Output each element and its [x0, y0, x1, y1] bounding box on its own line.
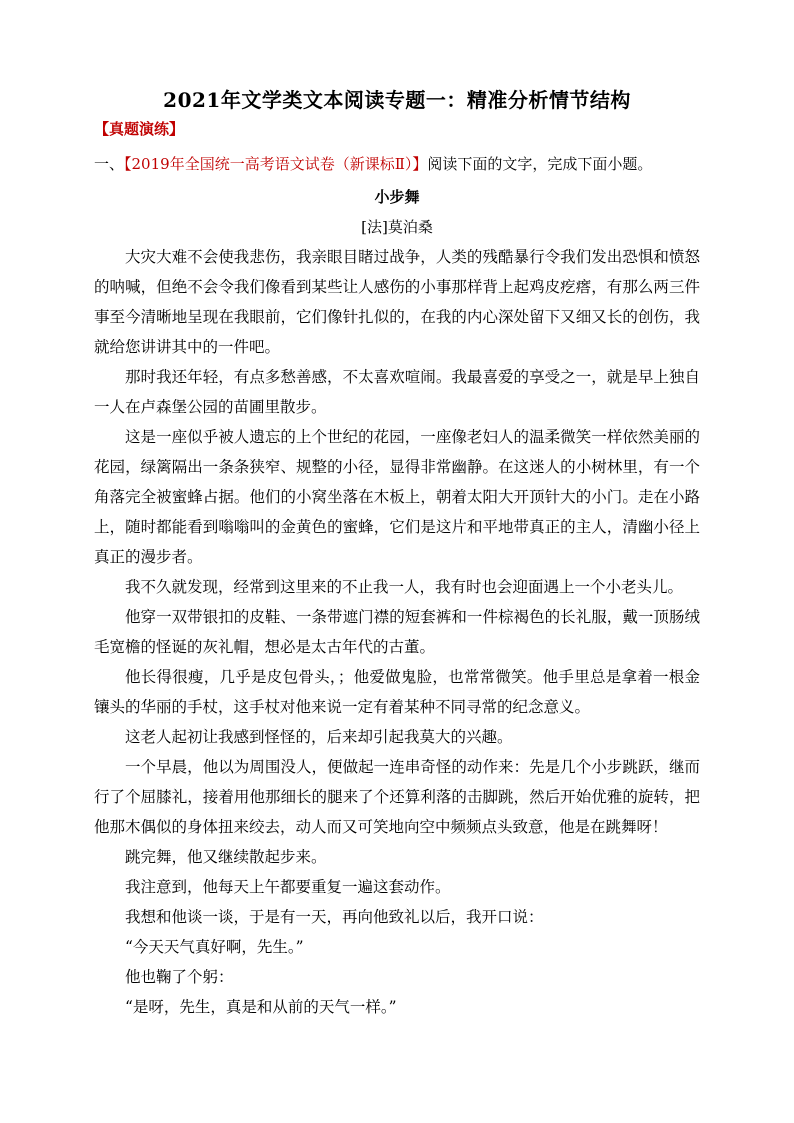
- dialogue-line: “是呀，先生，真是和从前的天气一样。”: [125, 998, 397, 1016]
- story-title: 小步舞: [374, 188, 420, 206]
- section-label: 【真题演练】: [94, 120, 185, 138]
- question-source: 【2019年全国统一高考语文试卷（新课标Ⅱ）】: [124, 155, 428, 173]
- paragraph: 他也鞠了个躬：: [125, 968, 234, 986]
- dialogue-line: “今天天气真好啊，先生。”: [125, 938, 304, 956]
- paragraph: 我注意到，他每天上午都要重复一遍这套动作。: [125, 878, 451, 896]
- question-number: 一、: [94, 155, 125, 173]
- paragraph: 他长得很瘦，几乎是皮包骨头，；他爱做鬼脸，也常常微笑。他手里总是拿着一根金镶头的华丽的手杖，这手杖对他来说一定有着某种不同寻常的纪念意义。: [94, 668, 700, 716]
- paragraph: 我想和他谈一谈，于是有一天，再向他致礼以后，我开口说：: [125, 908, 544, 926]
- paragraph: 我不久就发现，经常到这里来的不止我一人，我有时也会迎面遇上一个小老头儿。: [125, 578, 684, 596]
- story-author: [法]莫泊桑: [361, 218, 433, 236]
- paragraph: 一个早晨，他以为周围没人，便做起一连串奇怪的动作来：先是几个小步跳跃，继而行了个屈膝礼，接着用他那细长的腿来了个还算利落的击脚跳，然后开始优雅的旋转，把他那木偶似的身体扭来绞去，动人而又可笑地向空中频频点头致意，他是在跳舞呀！: [94, 758, 700, 836]
- story-body: [94, 242, 700, 1022]
- paragraph: 他穿一双带银扣的皮鞋、一条带遮门襟的短套裤和一件棕褐色的长礼服，戴一顶肠绒毛宽檐的怪诞的灰礼帽，想必是太古年代的古董。: [94, 608, 700, 656]
- paragraph: 大灾大难不会使我悲伤，我亲眼目睹过战争，人类的残酷暴行令我们发出恐惧和愤怒的呐喊，但绝不会令我们像看到某些让人感伤的小事那样背上起鸡皮疙瘩，有那么两三件事至今清晰地呈现在我眼前，它们像针扎似的，在我的内心深处留下又细又长的创伤，我就给您讲讲其中的一件吧。: [94, 248, 700, 356]
- question-instruction: 阅读下面的文字，完成下面小题。: [427, 155, 653, 173]
- paragraph: 那时我还年轻，有点多愁善感，不太喜欢喧闹。我最喜爱的享受之一，就是早上独自一人在卢森堡公园的苗圃里散步。: [94, 368, 700, 416]
- document-title: 2021年文学类文本阅读专题一：精准分析情节结构: [163, 88, 631, 112]
- paragraph: 这是一座似乎被人遗忘的上个世纪的花园，一座像老妇人的温柔微笑一样依然美丽的花园，绿篱隔出一条条狭窄、规整的小径，显得非常幽静。在这迷人的小树林里，有一个角落完全被蜜蜂占据。他们的小窝坐落在木板上，朝着太阳大开顶针大的小门。走在小路上，随时都能看到嗡嗡叫的金黄色的蜜蜂，它们是这片和平地带真正的主人，清幽小径上真正的漫步者。: [94, 428, 700, 566]
- paragraph: 跳完舞，他又继续散起步来。: [125, 848, 327, 866]
- paragraph: 这老人起初让我感到怪怪的，后来却引起我莫大的兴趣。: [125, 728, 513, 746]
- question-header: [94, 153, 652, 174]
